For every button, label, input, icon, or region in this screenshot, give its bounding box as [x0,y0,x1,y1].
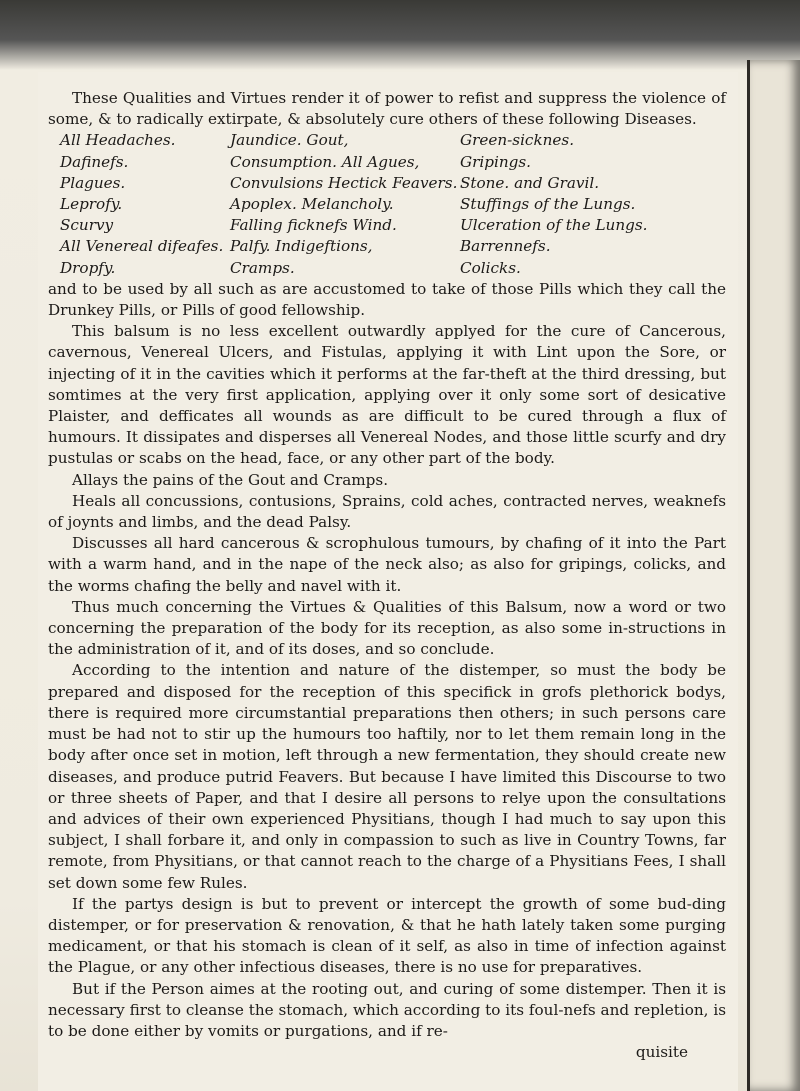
paragraph: But if the Person aimes at the rooting out, and curing of some distemper. Then it is necessary first to cleanse the stomach, which according to its foul-nefs and repletion, is to be done either by vomits or purgations, and if re- [48,979,726,1040]
paragraph: If the partys design is but to prevent or intercept the growth of some bud-ding distemper, or for preservation & renovation, & that he hath lately taken some purging medicament, or that his stomach is clean of it self, as also in time of infection against the Plague, or any other infectious diseases, there is no use for preparatives. [48,894,726,977]
paragraph: According to the intention and nature of the distemper, so must the body be prepared and disposed for the reception of this specifick in grofs plethorick bodys, there is required more circumstantial preparations then others; in such persons care must be had not to stir up the humours too haftily, nor to let them remain long in the body after once set in motion, left through a new fermentation, they should create new diseases, and produce putrid Feavers. But because I have limited this Discourse to two or three sheets of Paper, and that I desire all persons to relye upon the consultations and advices of their own experienced Physitians, though I had much to say upon this subject, I shall forbare it, and only in compassion to such as live in Country Towns, far remote, from Physitians, or that cannot reach to the charge of a Physitians Fees, I shall set down some few Rules. [48,661,726,892]
disease-item: Jaundice. Gout, [230,131,349,150]
disease-item: Dafinefs. [60,152,129,171]
disease-item: Green-sicknes. [460,131,575,150]
disease-item: Gripings. [460,152,531,171]
paragraph: Allays the pains of the Gout and Cramps. [72,470,389,489]
paragraph: This balsum is no less excellent outwardly applyed for the cure of Cancerous, cavernous, Venereal Ulcers, and Fistulas, applying it with Lint upon the Sore, or injecting of it in the cavities which it performs at the far-theft at the third dressing, but somtimes at the very first application, applying over it only some sort of desicative Plaister, and defficates all wounds as are difficult to be cured through a flux of humours. It dissipates and disperses all Venereal Nodes, and those little scurfy and dry pustulas or scabs on the head, face, or any other part of the body. [48,322,726,468]
disease-item: Convulsions Hectick Feavers. [230,173,458,192]
disease-item: Consumption. All Agues, [230,152,420,171]
facing-page-edge [747,60,800,1091]
disease-list [60,130,726,278]
disease-item: Dropfy. [60,258,116,277]
disease-item: Colicks. [460,258,521,277]
disease-item: All Venereal difeafes. [60,237,224,256]
paragraph: Heals all concussions, contusions, Sprains, cold aches, contracted nerves, weaknefs of joynts and limbs, and the dead Palsy. [48,491,726,532]
disease-item: Falling ficknefs Wind. [230,216,397,235]
paragraph: and to be used by all such as are accustomed to take of those Pills which they call the Drunkey Pills, or Pills of good fellowship. [48,279,726,320]
disease-item: Cramps. [230,258,295,277]
paragraph: Thus much concerning the Virtues & Qualities of this Balsum, now a word or two concerning the preparation of the body for its reception, as also some in-structions in the administration of it, and of its doses, and so conclude. [48,597,726,659]
disease-item: Ulceration of the Lungs. [460,216,648,235]
disease-item: Scurvy [60,216,114,235]
disease-item: All Headaches. [60,131,176,150]
disease-item: Stone. and Gravil. [460,173,600,192]
disease-item: Apoplex. Melancholy. [230,195,394,214]
catchword: quisite [635,1043,688,1062]
paragraph: Discusses all hard cancerous & scrophulous tumours, by chafing of it into the Part with a warm hand, and in the nape of the neck also; as also for gripings, colicks, and the worms chafing the belly and navel with it. [48,534,726,595]
page-text [48,88,726,1063]
disease-item: Plagues. [60,173,126,192]
disease-item: Barrennefs. [460,237,551,256]
disease-item: Palfy. Indigeftions, [230,237,373,256]
disease-item: Stuffings of the Lungs. [460,195,636,214]
intro-paragraph: These Qualities and Virtues render it of power to refist and suppress the violence of some, & to radically extirpate, & absolutely cure others of these following Diseases. [48,89,726,129]
disease-item: Leprofy. [60,195,123,214]
